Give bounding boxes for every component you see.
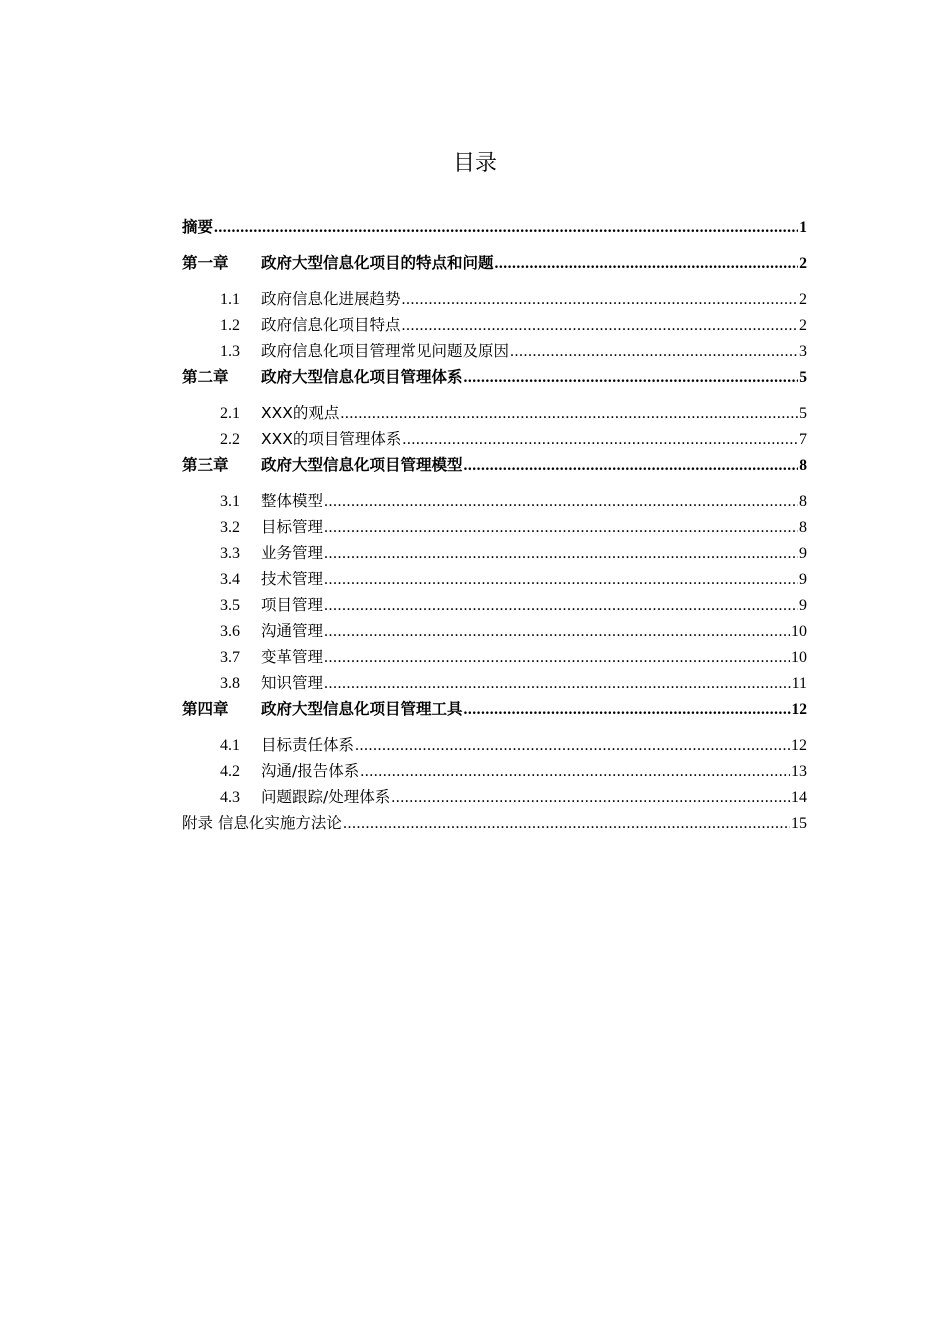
toc-entry-number: 3.1: [220, 493, 240, 510]
toc-entry-page-number: 5: [799, 369, 807, 386]
table-of-contents: [182, 214, 807, 836]
toc-entry-number: 2.2: [220, 431, 240, 448]
toc-entry-label: 政府信息化项目管理常见问题及原因: [261, 342, 510, 360]
toc-entry-number: 3.5: [220, 597, 240, 614]
toc-dot-leader: [340, 401, 798, 427]
toc-dot-leader: [391, 785, 790, 811]
toc-entry-chapter[interactable]: [182, 250, 807, 276]
toc-entry-section[interactable]: [182, 670, 807, 696]
toc-entry-number: 3.4: [220, 571, 240, 588]
toc-entry-section[interactable]: [182, 592, 807, 618]
toc-entry-chapter[interactable]: [182, 452, 807, 478]
toc-dot-leader: [324, 671, 791, 697]
toc-entry-label: XXX的观点: [261, 404, 340, 422]
toc-entry-number: 第二章: [182, 368, 229, 386]
toc-dot-leader: [495, 251, 799, 277]
toc-entry-label: 问题跟踪/处理体系: [261, 788, 391, 806]
toc-entry-label: 整体模型: [261, 492, 324, 510]
toc-entry-page-number: 12: [791, 737, 807, 754]
toc-entry-label: 知识管理: [261, 674, 324, 692]
toc-entry-page-number: 7: [799, 431, 807, 448]
toc-entry-label: 项目管理: [261, 596, 324, 614]
toc-entry-page-number: 5: [799, 405, 807, 422]
toc-entry-page-number: 9: [799, 545, 807, 562]
toc-dot-leader: [214, 215, 798, 241]
toc-entry-page-number: 11: [791, 675, 807, 692]
toc-entry-label: 政府大型信息化项目的特点和问题: [261, 254, 494, 272]
toc-entry-label: 政府大型信息化项目管理模型: [261, 456, 463, 474]
toc-entry-page-number: 10: [791, 649, 807, 666]
toc-entry-chapter[interactable]: [182, 696, 807, 722]
toc-entry-label: XXX的项目管理体系: [261, 430, 402, 448]
toc-entry-page-number: 10: [791, 623, 807, 640]
toc-entry-page-number: 9: [799, 571, 807, 588]
toc-entry-page-number: 13: [791, 763, 807, 780]
toc-entry-label: 变革管理: [261, 648, 324, 666]
toc-entry-label: 沟通/报告体系: [261, 762, 360, 780]
toc-entry-section[interactable]: [182, 286, 807, 312]
toc-entry-page-number: 2: [799, 291, 807, 308]
toc-entry-section[interactable]: [182, 338, 807, 364]
toc-entry-number: 1.2: [220, 317, 240, 334]
toc-entry-page-number: 2: [799, 255, 807, 272]
toc-entry-page-number: 3: [799, 343, 807, 360]
toc-dot-leader: [324, 619, 790, 645]
toc-entry-label: 目标责任体系: [261, 736, 355, 754]
toc-entry-label: 政府信息化项目特点: [261, 316, 401, 334]
toc-dot-leader: [324, 593, 798, 619]
toc-dot-leader: [464, 365, 799, 391]
toc-entry-number: 3.8: [220, 675, 240, 692]
toc-entry-label: 沟通管理: [261, 622, 324, 640]
toc-entry-page-number: 9: [799, 597, 807, 614]
toc-entry-section[interactable]: [182, 758, 807, 784]
toc-dot-leader: [464, 453, 799, 479]
toc-entry-section[interactable]: [182, 784, 807, 810]
toc-entry-number: 4.3: [220, 789, 240, 806]
toc-entry-section[interactable]: [182, 732, 807, 758]
toc-dot-leader: [402, 313, 798, 339]
toc-entry-chapter[interactable]: [182, 364, 807, 390]
toc-entry-section[interactable]: [182, 488, 807, 514]
toc-dot-leader: [402, 287, 798, 313]
toc-entry-page-number: 8: [799, 519, 807, 536]
toc-entry-label: 附录 信息化实施方法论: [182, 814, 342, 832]
toc-entry-page-number: 14: [791, 789, 807, 806]
toc-entry-section[interactable]: [182, 400, 807, 426]
toc-dot-leader: [324, 541, 798, 567]
toc-entry-number: 1.3: [220, 343, 240, 360]
page-title: 目录: [452, 151, 497, 176]
toc-entry-number: 1.1: [220, 291, 240, 308]
toc-dot-leader: [324, 489, 798, 515]
toc-entry-number: 3.3: [220, 545, 240, 562]
toc-dot-leader: [464, 697, 791, 723]
toc-entry-section[interactable]: [182, 514, 807, 540]
toc-entry-number: 4.2: [220, 763, 240, 780]
toc-entry-section[interactable]: [182, 540, 807, 566]
toc-entry-label: 业务管理: [261, 544, 324, 562]
toc-entry-section[interactable]: [182, 312, 807, 338]
toc-entry-page-number: 1: [799, 219, 807, 236]
toc-entry-label: 摘要: [182, 218, 214, 236]
toc-entry-number: 3.6: [220, 623, 240, 640]
toc-entry-number: 3.7: [220, 649, 240, 666]
toc-entry-label: 政府信息化进展趋势: [261, 290, 401, 308]
toc-entry-page-number: 15: [791, 815, 807, 832]
toc-dot-leader: [324, 567, 798, 593]
toc-entry-page-number: 12: [791, 701, 807, 718]
toc-entry-section[interactable]: [182, 426, 807, 452]
toc-entry-section[interactable]: [182, 566, 807, 592]
toc-entry-label: 政府大型信息化项目管理工具: [261, 700, 463, 718]
toc-dot-leader: [360, 759, 790, 785]
toc-dot-leader: [324, 645, 790, 671]
toc-entry-appendix[interactable]: [182, 810, 807, 836]
toc-dot-leader: [355, 733, 790, 759]
toc-entry-number: 第三章: [182, 456, 229, 474]
toc-dot-leader: [324, 515, 798, 541]
toc-entry-page-number: 8: [799, 493, 807, 510]
toc-entry-number: 第一章: [182, 254, 229, 272]
toc-entry-section[interactable]: [182, 618, 807, 644]
toc-dot-leader: [402, 427, 798, 453]
toc-entry-label: 技术管理: [261, 570, 324, 588]
toc-dot-leader: [510, 339, 798, 365]
toc-entry-label: 政府大型信息化项目管理体系: [261, 368, 463, 386]
toc-entry-number: 4.1: [220, 737, 240, 754]
toc-entry-page-number: 2: [799, 317, 807, 334]
toc-dot-leader: [343, 811, 790, 837]
toc-entry-number: 3.2: [220, 519, 240, 536]
toc-entry-section[interactable]: [182, 644, 807, 670]
toc-entry-number: 第四章: [182, 700, 229, 718]
toc-entry-chapter[interactable]: [182, 214, 807, 240]
toc-entry-label: 目标管理: [261, 518, 324, 536]
toc-entry-page-number: 8: [799, 457, 807, 474]
toc-entry-number: 2.1: [220, 405, 240, 422]
